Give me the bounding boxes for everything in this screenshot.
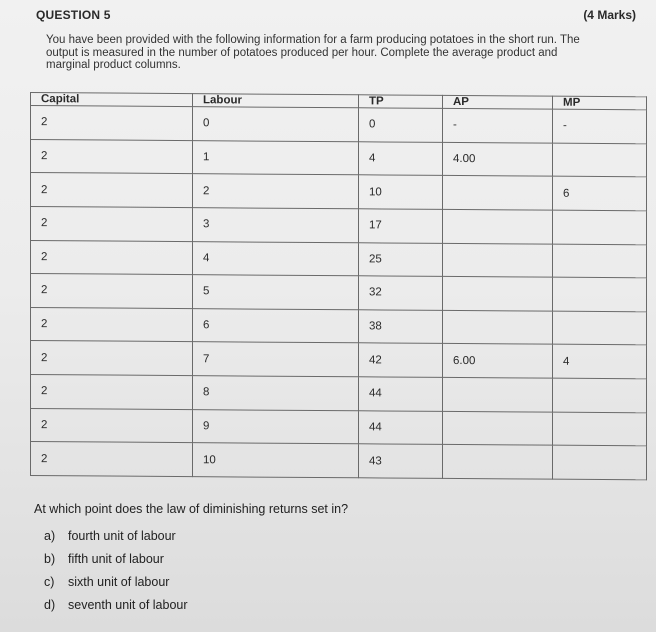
question-prompt: At which point does the law of diminishing returns set in? [34,502,349,516]
cell-mp [553,378,647,412]
cell-tp: 38 [359,310,443,344]
option-d[interactable] [44,597,188,620]
option-text: fourth unit of labour [68,529,176,543]
cell-tp: 4 [359,141,443,175]
table-row [31,173,647,211]
cell-capital: 2 [31,206,193,241]
cell-ap [443,277,553,311]
cell-tp: 44 [359,377,443,411]
option-letter: d) [44,598,56,612]
cell-ap [443,176,553,210]
production-table [30,92,647,480]
option-letter: a) [44,529,56,543]
cell-ap [443,310,553,344]
cell-capital: 2 [31,274,193,309]
cell-ap: 6.00 [443,344,553,378]
cell-labour: 10 [193,443,359,478]
question-intro: You have been provided with the following information for a farm producing potatoes in the short run. The output is measured in the number of potatoes produced per hour. Complete the average product and marginal product columns. [46,34,580,71]
cell-capital: 2 [31,240,193,275]
cell-mp: 6 [553,176,647,210]
cell-ap [443,445,553,480]
cell-tp: 17 [359,209,443,243]
cell-ap [443,377,553,411]
table-row [31,139,647,177]
cell-labour: 9 [193,409,359,444]
cell-capital: 2 [31,173,193,208]
cell-tp: 43 [359,444,443,478]
cell-labour: 3 [193,208,359,243]
cell-mp [553,210,647,244]
cell-labour: 0 [193,107,359,142]
cell-labour: 1 [193,140,359,175]
answer-options [44,528,188,620]
option-a[interactable] [44,528,188,551]
cell-tp: 42 [359,343,443,377]
cell-mp [553,445,647,479]
cell-mp [553,244,647,278]
cell-capital: 2 [31,139,193,174]
option-text: fifth unit of labour [68,552,164,566]
cell-tp: 0 [359,108,443,142]
header-capital: Capital [31,93,193,107]
cell-capital: 2 [31,408,193,443]
table-row [31,442,647,480]
option-c[interactable] [44,574,188,597]
table-row [31,274,647,312]
cell-labour: 5 [193,275,359,310]
cell-mp [553,311,647,345]
cell-mp: - [553,109,647,143]
table-row [31,375,647,413]
header-mp: MP [553,96,647,110]
cell-mp: 4 [553,345,647,379]
cell-ap [443,243,553,277]
cell-mp [553,412,647,446]
cell-capital: 2 [31,341,193,376]
production-table-container [30,92,646,480]
cell-capital: 2 [31,106,193,141]
cell-ap: - [443,108,553,142]
question-marks: (4 Marks) [583,8,636,22]
option-letter: b) [44,552,56,566]
table-row [31,341,647,379]
cell-tp: 44 [359,410,443,444]
cell-labour: 6 [193,308,359,343]
option-b[interactable] [44,551,188,574]
cell-labour: 8 [193,376,359,411]
cell-ap [443,209,553,243]
cell-labour: 7 [193,342,359,377]
table-row [31,240,647,278]
option-text: seventh unit of labour [68,598,188,612]
option-text: sixth unit of labour [68,575,170,589]
header-tp: TP [359,95,443,109]
option-letter: c) [44,575,55,589]
cell-labour: 2 [193,174,359,209]
table-row [31,408,647,446]
table-row [31,106,647,144]
cell-tp: 10 [359,175,443,209]
cell-mp [553,143,647,177]
cell-ap: 4.00 [443,142,553,176]
cell-tp: 32 [359,276,443,310]
cell-tp: 25 [359,242,443,276]
question-header [36,8,636,24]
cell-mp [553,277,647,311]
cell-ap [443,411,553,445]
header-labour: Labour [193,94,359,108]
cell-capital: 2 [31,442,193,477]
table-row [31,307,647,345]
cell-capital: 2 [31,375,193,410]
table-row [31,206,647,244]
cell-capital: 2 [31,307,193,342]
cell-labour: 4 [193,241,359,276]
question-title: QUESTION 5 [36,8,111,22]
header-ap: AP [443,95,553,109]
